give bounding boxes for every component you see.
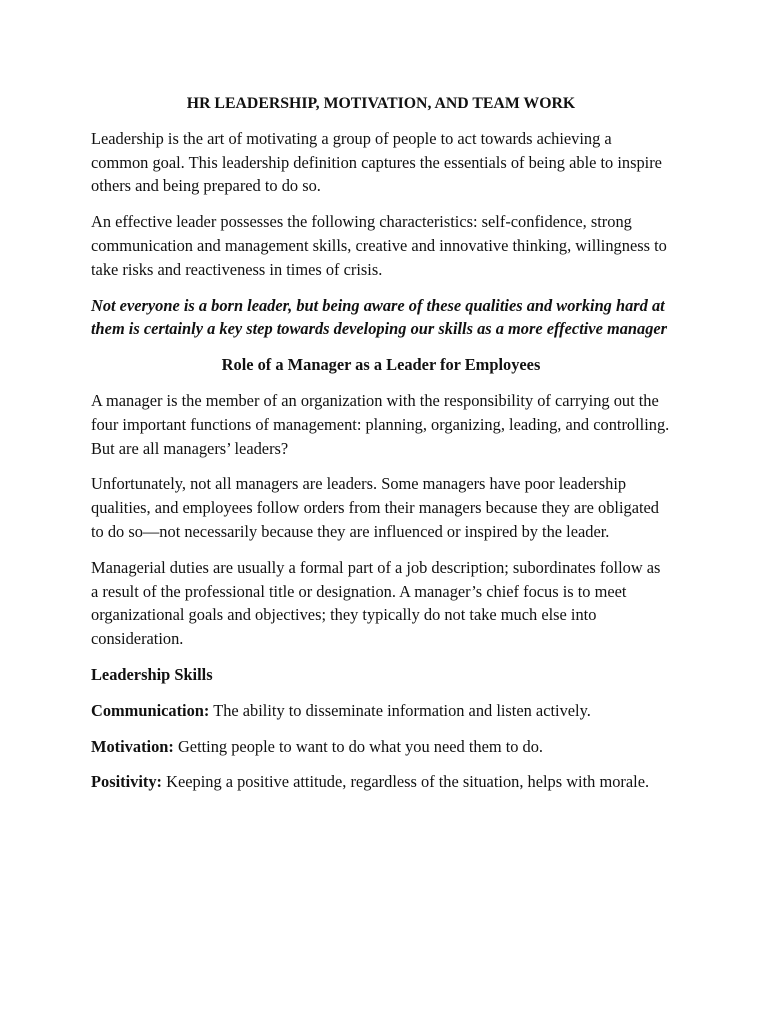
skill-item-communication bbox=[91, 699, 671, 723]
skill-text: Getting people to want to do what you need them to do. bbox=[173, 736, 544, 756]
skills-heading: Leadership Skills bbox=[91, 664, 213, 684]
skill-label: Communication: bbox=[91, 700, 210, 720]
document-title: HR LEADERSHIP, MOTIVATION, AND TEAM WORK bbox=[186, 95, 576, 112]
intro-paragraph-1: Leadership is the art of motivating a group of people to act towards achieving a common goal. This leadership definition captures the essentials of being able to inspire others and being prepared to do so. bbox=[91, 128, 662, 196]
role-paragraph-1: A manager is the member of an organization with the responsibility of carrying out the four important functions of management: planning, organizing, leading, and controlling. But are all managers’ leaders? bbox=[91, 390, 670, 458]
skill-text: The ability to disseminate information and listen actively. bbox=[209, 700, 591, 720]
intro-paragraph-2: An effective leader possesses the following characteristics: self-confidence, strong communication and management skills, creative and innovative thinking, willingness to take risks and reactiveness in times of crisis. bbox=[91, 212, 667, 279]
skill-label: Motivation: bbox=[91, 736, 174, 756]
skill-label: Positivity: bbox=[91, 772, 163, 792]
skill-item-motivation bbox=[91, 735, 671, 759]
emphasis-paragraph: Not everyone is a born leader, but being aware of these qualities and working hard at them is certainly a key step towards developing our skills as a more effective manager bbox=[91, 295, 668, 339]
skill-item-positivity bbox=[91, 770, 671, 794]
skill-text: Keeping a positive attitude, regardless of the situation, helps with morale. bbox=[162, 772, 650, 792]
section-subtitle: Role of a Manager as a Leader for Employees bbox=[221, 355, 541, 375]
role-paragraph-2: Unfortunately, not all managers are leaders. Some managers have poor leadership qualities, and employees follow orders from their managers because they are obligated to do so—not necessarily because they are influenced or inspired by the leader. bbox=[91, 474, 660, 541]
document-page bbox=[91, 92, 671, 806]
role-paragraph-3: Managerial duties are usually a formal part of a job description; subordinates follow as a result of the professional title or designation. A manager’s chief focus is to meet organizational goals and objectives; they typically do not take much else into consideration. bbox=[91, 557, 661, 649]
